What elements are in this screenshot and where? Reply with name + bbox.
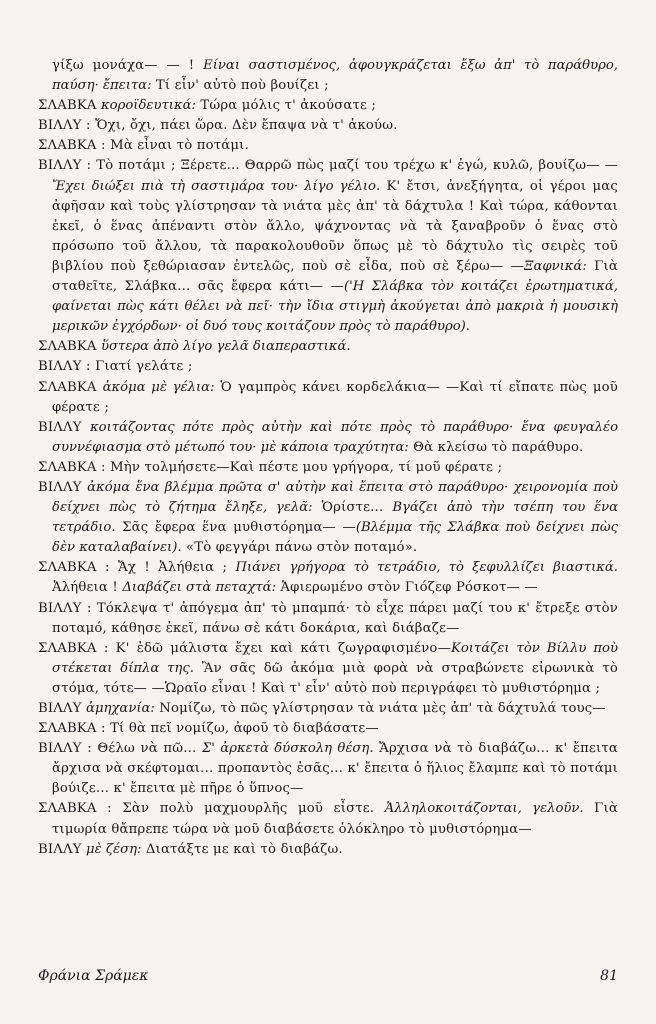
dialogue-text: ΣΛΑΒΚΑ bbox=[38, 339, 102, 355]
dialogue-text: ΒΙΛΛΥ : Γιατί γελάτε ; bbox=[38, 359, 193, 375]
dialogue-text: Σᾶς ἔφερα ἕνα μυθιστόρημα— — bbox=[115, 520, 356, 536]
dialogue-text: ΣΛΑΒΚΑ : Τί θὰ πεῖ νομίζω, ἀφοῦ τὸ διαβάσατε— bbox=[38, 721, 379, 737]
dialogue-text: ΣΛΑΒΚΑ : Σὰν πολὺ μαχμουρλῆς μοῦ εἶστε. bbox=[38, 801, 385, 817]
dialogue-text: ΣΛΑΒΚΑ : Μὴν τολμήσετε—Καὶ πέστε μου γρήγορα, τί μοῦ φέρατε ; bbox=[38, 459, 503, 475]
dialogue-text: ΣΛΑΒΚΑ bbox=[38, 379, 103, 395]
stage-direction: Ἀλληλοκοιτάζονται, γελοῦν. bbox=[384, 801, 584, 817]
stage-direction: Βγάζει ἀπὸ τὴν τσέπη του ἕνα τετράδιο. bbox=[52, 500, 618, 536]
dialogue-text: ΒΙΛΛΥ : Θέλω νὰ πῶ... bbox=[38, 741, 202, 757]
stage-direction: ('Η Σλάβκα τὸν κοιτάζει ἐρωτηματικά, φαίνεται πὼς κάτι θέλει νὰ πεῖ· τὴν ἴδια στιγμὴ ἀκούγεται ἀπὸ μακριὰ ἡ μουσικὴ μερικῶν ἐγχόρδων· οἱ δυό τους κοιτάζουν πρὸς τὸ παράθυρο). bbox=[52, 279, 618, 335]
stage-direction: κοιτάζοντας πότε πρὸς αὐτὴν καὶ πότε πρὸς τὸ παράθυρο· ἕνα φευγαλέο συννέφιασμα στὸ μέτωπό του· μὲ κάποια τραχύτητα: bbox=[52, 419, 619, 455]
page-number: 81 bbox=[600, 968, 618, 984]
paragraph bbox=[38, 719, 618, 739]
stage-direction: ἀκόμα ἕνα βλέμμα πρῶτα σ' αὐτὴν καὶ ἔπειτα στὸ παράθυρο· χειρονομία ποὺ δείχνει πὼς τὸ ζήτημα ἔληξε, γελᾶ: bbox=[52, 479, 618, 516]
dialogue-text: ΣΛΑΒΚΑ : Μὰ εἶναι τὸ ποτάμι. bbox=[38, 138, 249, 154]
dialogue-text: ΒΙΛΛΥ bbox=[38, 701, 87, 716]
dialogue-text: Κ' ἔτσι, ἀνεξήγητα, οἱ γέροι μας ἀφῆσαν καὶ τοὺς γλίστρησαν τὰ νιάτα μὲς ἀπ' τὰ δάχτυλα ! Καὶ τώρα, κάθονται ἐκεῖ, ὁ ἕνας ἀπέναντι στὸν ἄλλο, ψάχνοντας νὰ τὰ ξαναβροῦν ὁ ἕνας στὸ πρόσωπο τοῦ ἄλλου, τὰ παρακολουθοῦν ὅπως μὲ τὸ δάχτυλο τὶς σειρὲς τοῦ βιβλίου ποὺ ξεθώριασαν ἐντελῶς, ποὺ σὲ εἶδα, ποὺ σὲ ξέρω— — bbox=[52, 178, 618, 274]
stage-direction: Πιάνει γρήγορα τὸ τετράδιο, τὸ ξεφυλλίζει βιαστικά. bbox=[235, 560, 618, 576]
stage-direction: κοροϊδευτικά: bbox=[101, 98, 196, 114]
stage-direction: (Βλέμμα τῆς Σλάβκα ποὺ δείχνει πὼς δὲν καταλαβαίνει). bbox=[52, 520, 618, 556]
dialogue-text: ΒΙΛΛΥ bbox=[38, 419, 90, 435]
paragraph bbox=[38, 840, 618, 860]
paragraph bbox=[38, 799, 618, 839]
paragraph bbox=[38, 96, 618, 116]
paragraph bbox=[38, 378, 618, 418]
paragraph bbox=[38, 458, 618, 478]
dialogue-text: ΒΙΛΛΥ : Τόκλεψα τ' ἀπόγεμα ἀπ' τὸ μπαμπά· τὸ εἶχε πάρει μαζί του κ' ἔτρεξε στὸν ποταμό, κάθησε ἐκεῖ, πάνω σὲ κάτι δοκάρια, καὶ διάβαζε— bbox=[38, 600, 618, 636]
paragraph bbox=[38, 357, 618, 377]
dialogue-text: ΣΛΑΒΚΑ : Ἄχ ! Ἀλήθεια ; bbox=[38, 560, 236, 576]
paragraph bbox=[38, 116, 618, 136]
dialogue-text: Ἀφιερωμένο στὸν Γιόζεφ Ρόσκοτ— — bbox=[276, 580, 538, 596]
dialogue-text: Ὁ γαμπρὸς κάνει κορδελάκια— —Καὶ τί εἴπατε πὼς μοῦ φέρατε ; bbox=[52, 379, 618, 415]
paragraph bbox=[38, 156, 618, 337]
page-body-text bbox=[38, 56, 618, 860]
footer-author: Φράνια Σράμεκ bbox=[38, 968, 149, 984]
paragraph bbox=[38, 599, 618, 639]
dialogue-text: ΒΙΛΛΥ bbox=[38, 841, 87, 857]
paragraph bbox=[38, 337, 618, 357]
stage-direction: Ξαφνικά: bbox=[524, 258, 587, 274]
stage-direction: ὕστερα ἀπὸ λίγο γελᾶ διαπεραστικά. bbox=[101, 339, 351, 355]
dialogue-text: Ἂν σᾶς δῶ ἀκόμα μιὰ φορὰ νὰ στραβώνετε εἰρωνικὰ τὸ στόμα, τότε— —Ὡραῖο εἶναι ! Καὶ τ' εἶν' αὐτὸ ποὺ περιγράφει τὸ μυθιστόρημα ; bbox=[52, 660, 618, 696]
stage-direction: Κοιτάζει τὸν Βίλλυ ποὺ στέκεται δίπλα της. bbox=[52, 640, 619, 676]
dialogue-text: ΒΙΛΛΥ bbox=[38, 479, 88, 495]
paragraph bbox=[38, 418, 618, 458]
paragraph bbox=[38, 739, 618, 799]
stage-direction: Είναι σαστισμένος, ἀφουγκράζεται ἔξω ἀπ' τὸ παράθυρο, παύση· ἔπειτα: bbox=[52, 58, 618, 94]
stage-direction: ἀκόμα μὲ γέλια: bbox=[102, 379, 215, 395]
dialogue-text: Γιὰ τιμωρία θἄπρεπε τώρα νὰ μοῦ διαβάσετε ὁλόκληρο τὸ μυθιστόρημα— bbox=[52, 801, 618, 837]
paragraph bbox=[38, 639, 618, 699]
dialogue-text: Διατάξτε με καὶ τὸ διαβάζω. bbox=[141, 841, 343, 857]
page-footer bbox=[38, 968, 618, 984]
paragraph bbox=[38, 56, 618, 96]
dialogue-text: ΣΛΑΒΚΑ : Κ' ἐδῶ μάλιστα ἔχει καὶ κάτι ζωγραφισμένο— bbox=[38, 640, 451, 656]
dialogue-text: γίξω μονάχα— — ! bbox=[52, 58, 204, 73]
paragraph bbox=[38, 699, 618, 719]
dialogue-text: Γιὰ σταθεῖτε, Σλάβκα... σᾶς ἔφερα κάτι— — bbox=[52, 258, 619, 295]
stage-direction: Διαβάζει στὰ πεταχτά: bbox=[122, 580, 277, 596]
dialogue-text: «Τὸ φεγγάρι πάνω στὸν ποταμό». bbox=[181, 540, 418, 556]
dialogue-text: Νομίζω, τὸ πῶς γλίστρησαν τὰ νιάτα μὲς ἀπ' τὰ δάχτυλά τους— bbox=[154, 701, 606, 716]
paragraph bbox=[38, 558, 618, 598]
paragraph bbox=[38, 136, 618, 156]
paragraph bbox=[38, 478, 618, 558]
dialogue-text: Τώρα μόλις τ' ἀκούσατε ; bbox=[195, 98, 377, 114]
dialogue-text: Ἄρχισα νὰ τὸ διαβάζω... κ' ἔπειτα ἄρχισα νὰ σκέφτομαι... προπαντὸς ἐσᾶς... κ' ἔπειτα ὁ ἥλιος ἔλαμπε καὶ τὸ ποτάμι βούιζε... κ' ἔπειτα μὲ πῆρε ὁ ὕπνος— bbox=[52, 741, 618, 797]
stage-direction: Ἔχει διώξει πιὰ τὴ σαστιμάρα του· λίγο γέλιο. bbox=[52, 178, 381, 194]
dialogue-text: Ἀλήθεια ! bbox=[52, 580, 123, 596]
dialogue-text: Ὁρίστε... bbox=[312, 500, 393, 516]
stage-direction: ἀμηχανία: bbox=[86, 701, 155, 716]
dialogue-text: ΒΙΛΛΥ : Ὄχι, ὄχι, πάει ὥρα. Δὲν ἔπαψα νὰ τ' ἀκούω. bbox=[38, 118, 398, 134]
stage-direction: μὲ ζέση: bbox=[86, 841, 142, 857]
stage-direction: Σ' ἀρκετὰ δύσκολη θέση. bbox=[201, 741, 374, 757]
dialogue-text: ΣΛΑΒΚΑ bbox=[38, 98, 102, 114]
dialogue-text: ΒΙΛΛΥ : Τὸ ποτάμι ; Ξέρετε... Θαρρῶ πὼς μαζί του τρέχω κ' ἐγώ, κυλῶ, βουίζω— — bbox=[38, 158, 618, 174]
dialogue-text: Τί εἶν' αὐτὸ ποὺ βουίζει ; bbox=[151, 78, 329, 94]
dialogue-text: Θὰ κλείσω τὸ παράθυρο. bbox=[408, 439, 584, 455]
